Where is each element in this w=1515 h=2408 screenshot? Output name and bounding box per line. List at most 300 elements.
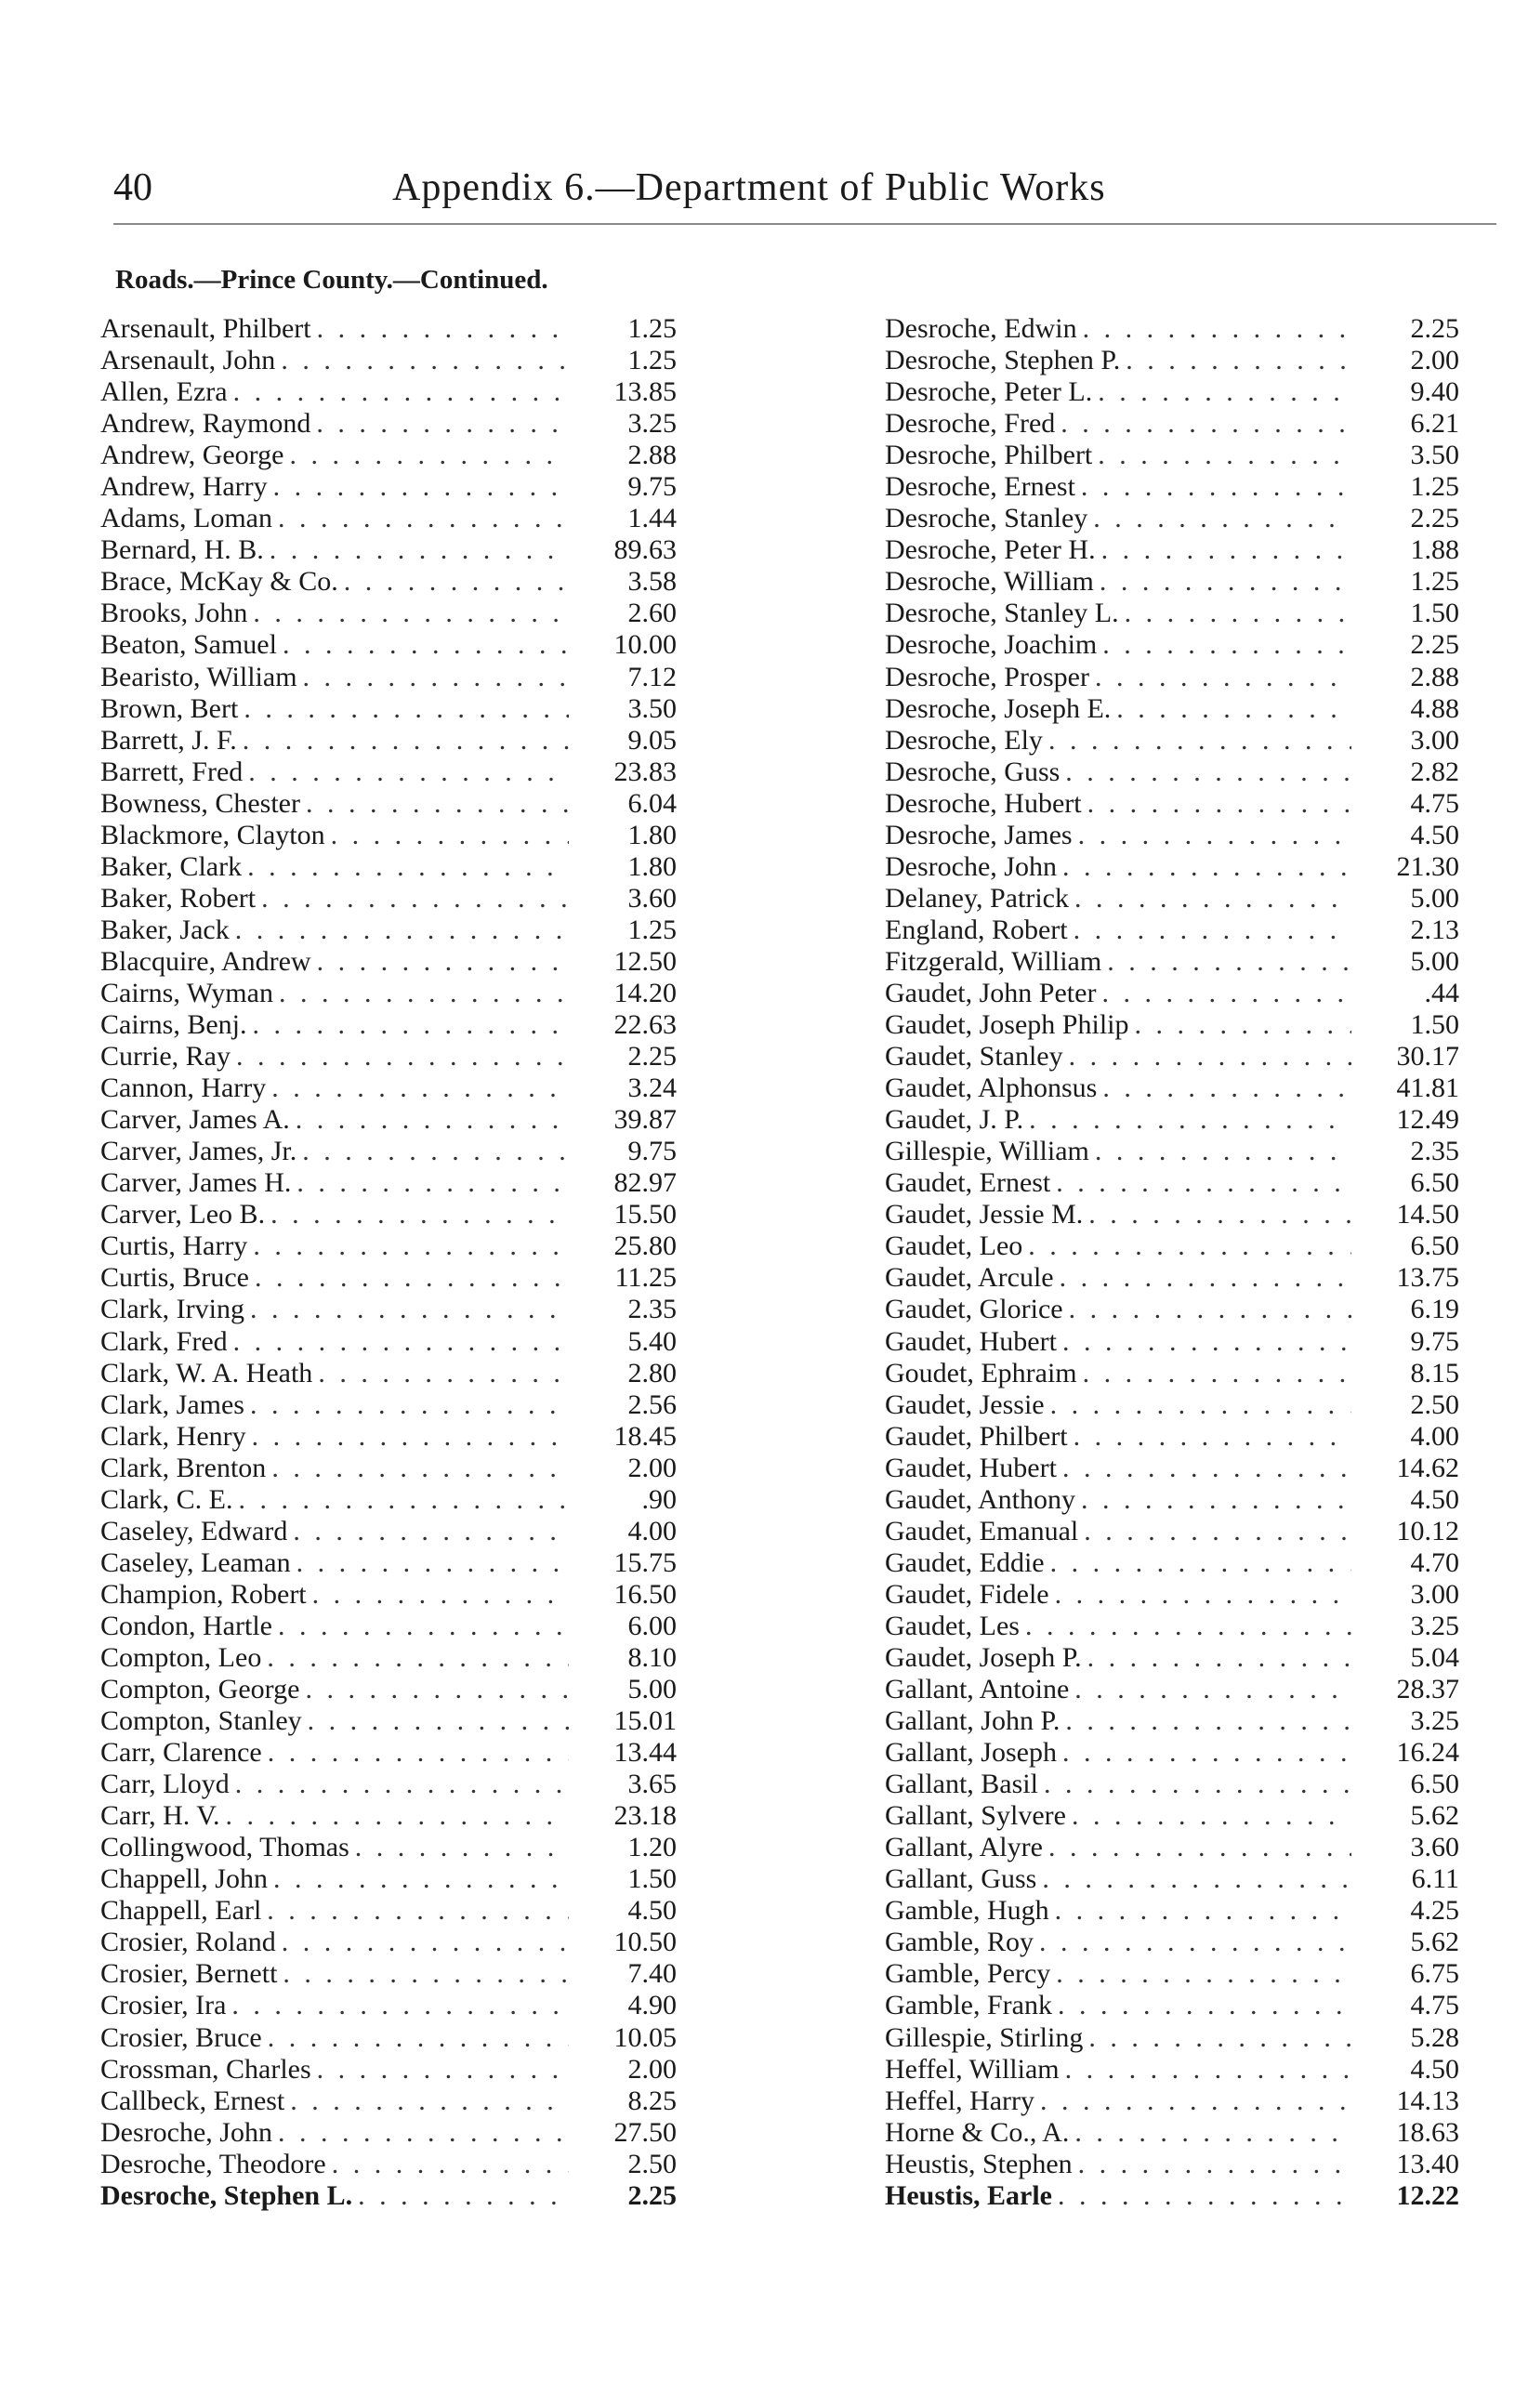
amount: 1.25 (1410, 471, 1459, 503)
list-item (100, 503, 729, 534)
dot-leader (332, 2149, 569, 2180)
entry-name-with-leader (100, 820, 574, 851)
payee-name: Gaudet, Philbert (885, 1420, 1068, 1452)
entry-name-with-leader (885, 1705, 1357, 1737)
dot-leader (1050, 1389, 1351, 1421)
dot-leader (267, 1642, 569, 1674)
amount: 6.50 (1410, 1230, 1459, 1262)
amount: 5.00 (627, 1674, 677, 1705)
payee-name: Desroche, John (885, 850, 1057, 882)
amount: 1.25 (1410, 566, 1459, 598)
list-item (100, 1199, 729, 1230)
entry-name-with-leader (100, 1389, 574, 1421)
dot-leader (233, 1326, 569, 1358)
payee-name: Desroche, Philbert (885, 440, 1093, 471)
entry-name-with-leader (100, 788, 574, 820)
amount: 2.50 (627, 2148, 677, 2179)
amount: 41.81 (1396, 1072, 1459, 1104)
dot-leader (1088, 1199, 1351, 1230)
list-item (885, 662, 1506, 693)
payee-name: Bowness, Chester (100, 787, 300, 819)
payee-name: Desroche, Hubert (885, 787, 1082, 819)
list-item (885, 915, 1506, 946)
dot-leader (296, 1547, 569, 1579)
dot-leader (1062, 1453, 1351, 1484)
payee-name: Gaudet, Joseph Philip (885, 1009, 1129, 1041)
entry-name-with-leader (885, 693, 1357, 725)
amount: 2.35 (627, 1294, 677, 1325)
entry-name-with-leader (100, 629, 574, 661)
entry-name-with-leader (100, 757, 574, 788)
dot-leader (1116, 693, 1351, 725)
entry-name-with-leader (100, 851, 574, 883)
dot-leader (1074, 915, 1351, 946)
entry-name-with-leader (885, 2086, 1357, 2117)
list-item (100, 1579, 729, 1611)
dot-leader (282, 1927, 569, 1958)
list-item (885, 1927, 1506, 1958)
amount: 3.00 (1410, 1578, 1459, 1610)
payee-name: Gaudet, Anthony (885, 1483, 1075, 1515)
amount: 4.50 (627, 1895, 677, 1927)
payee-name: Heffel, William (885, 2053, 1060, 2085)
dot-leader (268, 1737, 569, 1769)
dot-leader (283, 629, 569, 661)
dot-leader (1100, 566, 1351, 598)
dot-leader (1098, 376, 1351, 408)
entry-name-with-leader (100, 1167, 574, 1199)
entry-name-with-leader (100, 1009, 574, 1041)
payee-name: Goudet, Ephraim (885, 1357, 1077, 1388)
list-item (100, 2022, 729, 2054)
dot-leader (278, 1611, 569, 1642)
list-item (100, 2149, 729, 2180)
payee-name: Gaudet, Emanual (885, 1515, 1079, 1546)
list-item (100, 1072, 729, 1104)
payee-name: Gaudet, Hubert (885, 1452, 1057, 1483)
dot-leader (1056, 1167, 1351, 1199)
entry-name-with-leader (885, 1642, 1357, 1674)
amount: 2.25 (1410, 503, 1459, 534)
dot-leader (1081, 1484, 1351, 1516)
list-item (885, 408, 1506, 440)
entry-name-with-leader (885, 820, 1357, 851)
entry-name-with-leader (100, 915, 574, 946)
amount: 2.25 (1410, 629, 1459, 661)
dot-leader (273, 1863, 569, 1895)
payee-name: Desroche, Joachim (885, 629, 1098, 661)
amount: 2.00 (627, 2053, 677, 2085)
payee-name: Horne & Co., A. (885, 2116, 1070, 2148)
list-item (885, 1167, 1506, 1199)
dot-leader (1126, 345, 1351, 376)
list-item (885, 376, 1506, 408)
entry-name-with-leader (885, 629, 1357, 661)
list-item (100, 598, 729, 629)
list-item (885, 534, 1506, 566)
entry-name-with-leader (885, 757, 1357, 788)
amount: 18.45 (613, 1420, 677, 1452)
dot-leader (290, 2086, 569, 2117)
list-item (885, 1104, 1506, 1136)
list-item (885, 1990, 1506, 2021)
entry-name-with-leader (100, 1230, 574, 1262)
list-item (100, 693, 729, 725)
amount: 6.75 (1410, 1958, 1459, 1990)
payee-name: Blackmore, Clayton (100, 819, 325, 850)
payee-name: Condon, Hartle (100, 1610, 272, 1641)
payee-name: Brown, Bert (100, 692, 239, 724)
entry-name-with-leader (885, 1990, 1357, 2021)
dot-leader (317, 313, 569, 345)
payee-name: Cairns, Wyman (100, 977, 273, 1008)
amount: 6.21 (1410, 408, 1459, 440)
entry-name-with-leader (100, 1358, 574, 1389)
amount: .90 (641, 1483, 677, 1515)
dot-leader (358, 2180, 569, 2212)
payee-name: Delaney, Patrick (885, 882, 1069, 914)
entry-name-with-leader (885, 313, 1357, 345)
list-item (885, 2149, 1506, 2180)
amount: 5.00 (1410, 945, 1459, 977)
entry-name-with-leader (885, 471, 1357, 503)
payee-name: Gaudet, Fidele (885, 1578, 1049, 1610)
payee-name: Crosier, Bruce (100, 2021, 262, 2053)
dot-leader (303, 662, 569, 693)
dot-leader (1056, 1958, 1351, 1990)
amount: 2.00 (627, 1452, 677, 1483)
entry-name-with-leader (885, 2149, 1357, 2180)
amount: 2.88 (1410, 661, 1459, 692)
amount: 4.50 (1410, 1483, 1459, 1515)
list-item (885, 883, 1506, 915)
list-item (885, 693, 1506, 725)
amount: 4.90 (627, 1990, 677, 2021)
payee-name: Gaudet, John Peter (885, 977, 1097, 1008)
list-item (100, 662, 729, 693)
list-item (100, 788, 729, 820)
dot-leader (247, 851, 569, 883)
payee-name: Clark, C. E. (100, 1483, 233, 1515)
list-item (100, 978, 729, 1009)
payee-name: Cannon, Harry (100, 1072, 267, 1104)
entry-name-with-leader (885, 503, 1357, 534)
amount: 14.20 (613, 977, 677, 1008)
payee-name: Cairns, Benj. (100, 1009, 247, 1041)
payee-name: Gallant, Sylvere (885, 1800, 1066, 1832)
dot-leader (1069, 1294, 1351, 1325)
list-item (100, 2086, 729, 2117)
dot-leader (1078, 820, 1351, 851)
payee-name: Gaudet, Glorice (885, 1294, 1063, 1325)
list-item (885, 1041, 1506, 1072)
entry-name-with-leader (100, 946, 574, 978)
dot-leader (1101, 978, 1351, 1009)
entry-name-with-leader (100, 1737, 574, 1769)
payee-name: Gaudet, Jessie M. (885, 1199, 1084, 1230)
entry-name-with-leader (885, 1230, 1357, 1262)
dot-leader (1062, 1737, 1351, 1769)
dot-leader (1093, 503, 1351, 534)
entry-name-with-leader (885, 851, 1357, 883)
dot-leader (1040, 2086, 1351, 2117)
entry-name-with-leader (100, 1547, 574, 1579)
list-item (885, 1358, 1506, 1389)
list-item (100, 1294, 729, 1325)
payee-name: Desroche, Ely (885, 724, 1043, 756)
payee-name: Desroche, Stephen P. (885, 345, 1121, 376)
amount: 13.40 (1396, 2148, 1459, 2179)
dot-leader (278, 2117, 569, 2149)
list-item (885, 1326, 1506, 1358)
payee-name: Allen, Ezra (100, 376, 228, 408)
payee-name: Gallant, Guss (885, 1863, 1037, 1895)
amount: 4.00 (1410, 1420, 1459, 1452)
entry-name-with-leader (100, 1104, 574, 1136)
amount: 8.10 (627, 1641, 677, 1673)
list-item (885, 2180, 1506, 2212)
list-item (885, 788, 1506, 820)
dot-leader (252, 1421, 569, 1453)
entry-name-with-leader (100, 408, 574, 440)
amount: 5.40 (627, 1325, 677, 1357)
amount: 12.49 (1396, 1104, 1459, 1136)
entry-name-with-leader (885, 1326, 1357, 1358)
list-item (885, 2086, 1506, 2117)
entry-name-with-leader (885, 1041, 1357, 1072)
entry-name-with-leader (100, 725, 574, 757)
amount: 12.50 (613, 945, 677, 977)
amount: 10.05 (613, 2021, 677, 2053)
entry-name-with-leader (100, 2117, 574, 2149)
payee-name: Clark, Brenton (100, 1452, 267, 1483)
list-item (100, 1832, 729, 1863)
amount: 7.40 (627, 1958, 677, 1990)
list-item (885, 471, 1506, 503)
amount: 30.17 (1396, 1041, 1459, 1072)
list-item (100, 2054, 729, 2086)
amount: 2.35 (1410, 1136, 1459, 1167)
running-title: Appendix 6.—Department of Public Works (392, 166, 1106, 209)
amount: 11.25 (614, 1262, 677, 1294)
list-item (885, 1262, 1506, 1294)
payee-name: Carr, Lloyd (100, 1769, 230, 1800)
list-item (885, 629, 1506, 661)
list-item (885, 851, 1506, 883)
entry-name-with-leader (885, 1769, 1357, 1800)
dot-leader (289, 440, 569, 471)
payee-name: Gaudet, Les (885, 1610, 1020, 1641)
list-item (885, 345, 1506, 376)
payee-name: Chappell, Earl (100, 1895, 262, 1927)
payee-name: Adams, Loman (100, 503, 272, 534)
amount: 4.00 (627, 1515, 677, 1546)
dot-leader (248, 757, 569, 788)
amount: 16.24 (1396, 1737, 1459, 1769)
amount: 27.50 (613, 2116, 677, 2148)
entry-name-with-leader (885, 598, 1357, 629)
entry-name-with-leader (100, 1262, 574, 1294)
list-item (885, 1453, 1506, 1484)
list-item (885, 1199, 1506, 1230)
amount: 13.75 (1396, 1262, 1459, 1294)
payee-name: Gamble, Percy (885, 1958, 1051, 1990)
dot-leader (1101, 534, 1351, 566)
dot-leader (308, 1705, 569, 1737)
amount: 8.15 (1410, 1357, 1459, 1388)
payee-name: Clark, James (100, 1388, 244, 1420)
entry-name-with-leader (100, 598, 574, 629)
entry-name-with-leader (100, 1705, 574, 1737)
amount: 1.50 (1410, 598, 1459, 629)
dot-leader (305, 1674, 569, 1705)
amount: 4.75 (1410, 787, 1459, 819)
list-item (100, 1705, 729, 1737)
list-item (885, 1294, 1506, 1325)
amount: 2.60 (627, 598, 677, 629)
entry-name-with-leader (885, 915, 1357, 946)
dot-leader (1060, 1262, 1351, 1294)
list-item (885, 1611, 1506, 1642)
dot-leader (331, 820, 569, 851)
list-item (100, 345, 729, 376)
entry-name-with-leader (100, 503, 574, 534)
dot-leader (1078, 2149, 1351, 2180)
list-item (100, 1326, 729, 1358)
dot-leader (231, 1990, 569, 2021)
dot-leader (235, 915, 569, 946)
list-item (885, 1642, 1506, 1674)
payee-name: Barrett, Fred (100, 756, 244, 787)
entry-name-with-leader (100, 662, 574, 693)
list-item (885, 503, 1506, 534)
list-item (885, 1832, 1506, 1863)
dot-leader (1084, 1516, 1351, 1547)
entry-name-with-leader (885, 1453, 1357, 1484)
payee-name: Gallant, Alyre (885, 1832, 1043, 1863)
dot-leader (1048, 725, 1351, 757)
amount: 4.70 (1410, 1546, 1459, 1578)
payee-name: Baker, Clark (100, 850, 243, 882)
list-item (100, 471, 729, 503)
dot-leader (1069, 1041, 1351, 1072)
entry-name-with-leader (885, 1863, 1357, 1895)
payee-name: Arsenault, Philbert (100, 313, 311, 344)
payee-name: Carr, Clarence (100, 1737, 262, 1769)
entry-name-with-leader (885, 883, 1357, 915)
dot-leader (271, 1453, 569, 1484)
amount: 10.50 (613, 1927, 677, 1958)
list-item (100, 1358, 729, 1389)
list-item (100, 1769, 729, 1800)
amount: 2.82 (1410, 756, 1459, 787)
amount: 1.80 (627, 819, 677, 850)
amount: 6.04 (627, 787, 677, 819)
payee-name: Brace, McKay & Co. (100, 566, 338, 598)
amount: 5.04 (1410, 1641, 1459, 1673)
entry-name-with-leader (885, 1800, 1357, 1832)
payee-name: Crosier, Bernett (100, 1958, 278, 1990)
dot-leader (255, 1262, 569, 1294)
entry-name-with-leader (100, 1958, 574, 1990)
entry-name-with-leader (885, 1611, 1357, 1642)
entry-name-with-leader (885, 1167, 1357, 1199)
dot-leader (1039, 1927, 1351, 1958)
payee-name: Clark, W. A. Heath (100, 1357, 313, 1388)
payee-name: Carver, James A. (100, 1104, 290, 1136)
amount: 3.25 (1410, 1610, 1459, 1641)
payee-name: England, Robert (885, 914, 1068, 945)
list-item (100, 1958, 729, 1990)
entry-name-with-leader (100, 440, 574, 471)
amount: 82.97 (613, 1167, 677, 1199)
amount: 6.11 (1411, 1863, 1459, 1895)
amount: 2.25 (627, 2179, 677, 2211)
amount: 3.65 (627, 1769, 677, 1800)
payee-name: Gamble, Roy (885, 1927, 1034, 1958)
entry-name-with-leader (100, 1072, 574, 1104)
payee-name: Arsenault, John (100, 345, 276, 376)
dot-leader (279, 978, 569, 1009)
payee-name: Blacquire, Andrew (100, 945, 311, 977)
amount: 23.83 (613, 756, 677, 787)
entry-name-with-leader (885, 1421, 1357, 1453)
payee-name: Gillespie, Stirling (885, 2021, 1084, 2053)
list-item (100, 1230, 729, 1262)
dot-leader (317, 946, 569, 978)
entry-name-with-leader (100, 1642, 574, 1674)
list-item (100, 313, 729, 345)
amount: 1.44 (627, 503, 677, 534)
dot-leader (1050, 1547, 1351, 1579)
payee-name: Desroche, John (100, 2116, 272, 2148)
payee-name: Andrew, George (100, 440, 284, 471)
list-item (100, 1516, 729, 1547)
left-column (100, 313, 729, 2212)
dot-leader (239, 1484, 570, 1516)
list-item (885, 313, 1506, 345)
dot-leader (271, 1072, 569, 1104)
dot-leader (316, 408, 569, 440)
dot-leader (283, 1958, 569, 1990)
dot-leader (233, 376, 569, 408)
dot-leader (1029, 1104, 1351, 1136)
amount: 15.01 (613, 1705, 677, 1737)
list-item (885, 1895, 1506, 1927)
payee-name: Desroche, Peter H. (885, 534, 1096, 566)
payee-name: Compton, Leo (100, 1641, 262, 1673)
amount: 10.00 (613, 629, 677, 661)
entry-name-with-leader (885, 534, 1357, 566)
payee-name: Desroche, Stanley L. (885, 598, 1119, 629)
list-item (100, 629, 729, 661)
list-item (100, 1611, 729, 1642)
entry-name-with-leader (885, 1547, 1357, 1579)
entry-name-with-leader (885, 1579, 1357, 1611)
entry-name-with-leader (100, 2086, 574, 2117)
list-item (100, 1895, 729, 1927)
entry-name-with-leader (885, 946, 1357, 978)
dot-leader (1074, 883, 1351, 915)
header-rule (113, 223, 1496, 225)
dot-leader (1058, 2180, 1351, 2212)
list-item (100, 757, 729, 788)
entry-name-with-leader (885, 788, 1357, 820)
payee-name: Gaudet, Stanley (885, 1041, 1063, 1072)
dot-leader (1060, 408, 1351, 440)
payee-name: Carver, James, Jr. (100, 1136, 297, 1167)
list-item (100, 1990, 729, 2021)
